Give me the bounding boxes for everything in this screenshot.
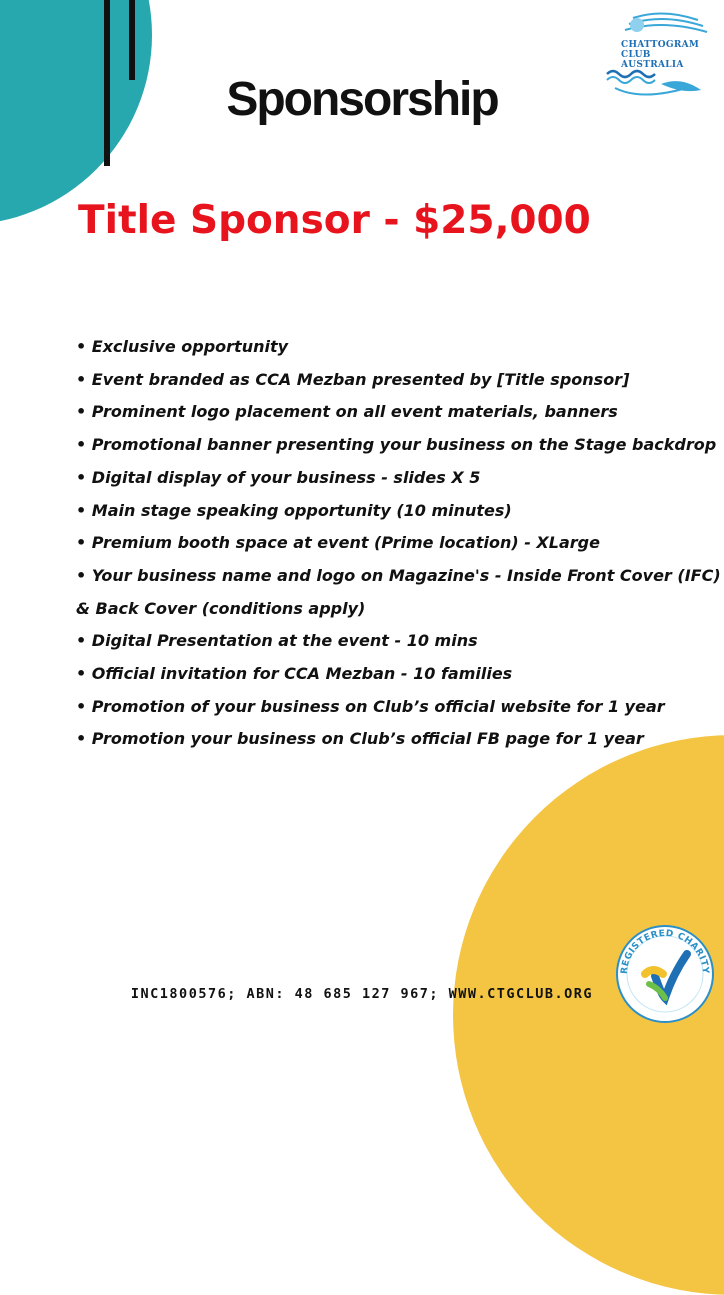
registered-charity-badge: [615, 924, 715, 1024]
benefit-item: • Official invitation for CCA Mezban - 10 families: [76, 664, 513, 684]
benefits-list: [76, 331, 721, 756]
logo-text-line: AUSTRALIA: [621, 60, 684, 70]
benefit-item: • Exclusive opportunity: [76, 337, 289, 356]
benefit-item: • Your business name and logo on Magazine's - Inside Front Cover (IFC): [76, 565, 721, 585]
benefit-item: • Promotion your business on Club’s official FB page for 1 year: [76, 729, 644, 749]
benefit-item: • Promotion of your business on Club’s official website for 1 year: [76, 696, 665, 716]
benefit-item: • Event branded as CCA Mezban presented by [Title sponsor]: [76, 369, 630, 389]
logo-text-line: CLUB: [621, 50, 651, 60]
decorative-line: [129, 0, 135, 80]
benefit-item: • Digital Presentation at the event - 10 mins: [76, 631, 478, 651]
page-title: Sponsorship: [226, 73, 498, 126]
benefit-item: • Premium booth space at event (Prime location) - XLarge: [76, 533, 600, 553]
benefit-item: • Prominent logo placement on all event materials, banners: [76, 402, 618, 422]
logo-text-line: CHATTOGRAM: [621, 40, 700, 50]
sponsor-tier-heading: Title Sponsor - $25,000: [78, 198, 591, 243]
benefit-item: • Digital display of your business - slides X 5: [76, 467, 481, 487]
benefit-item: • Promotional banner presenting your business on the Stage backdrop: [76, 435, 717, 455]
benefit-item: & Back Cover (conditions apply): [76, 598, 366, 618]
charity-tick-icon: [615, 924, 715, 1024]
benefit-item: • Main stage speaking opportunity (10 minutes): [76, 500, 512, 520]
badge-text: REGISTERED CHARITY: [619, 928, 711, 975]
footer-registration-info: INC1800576; ABN: 48 685 127 967; WWW.CTGCLUB.ORG: [130, 986, 594, 1002]
